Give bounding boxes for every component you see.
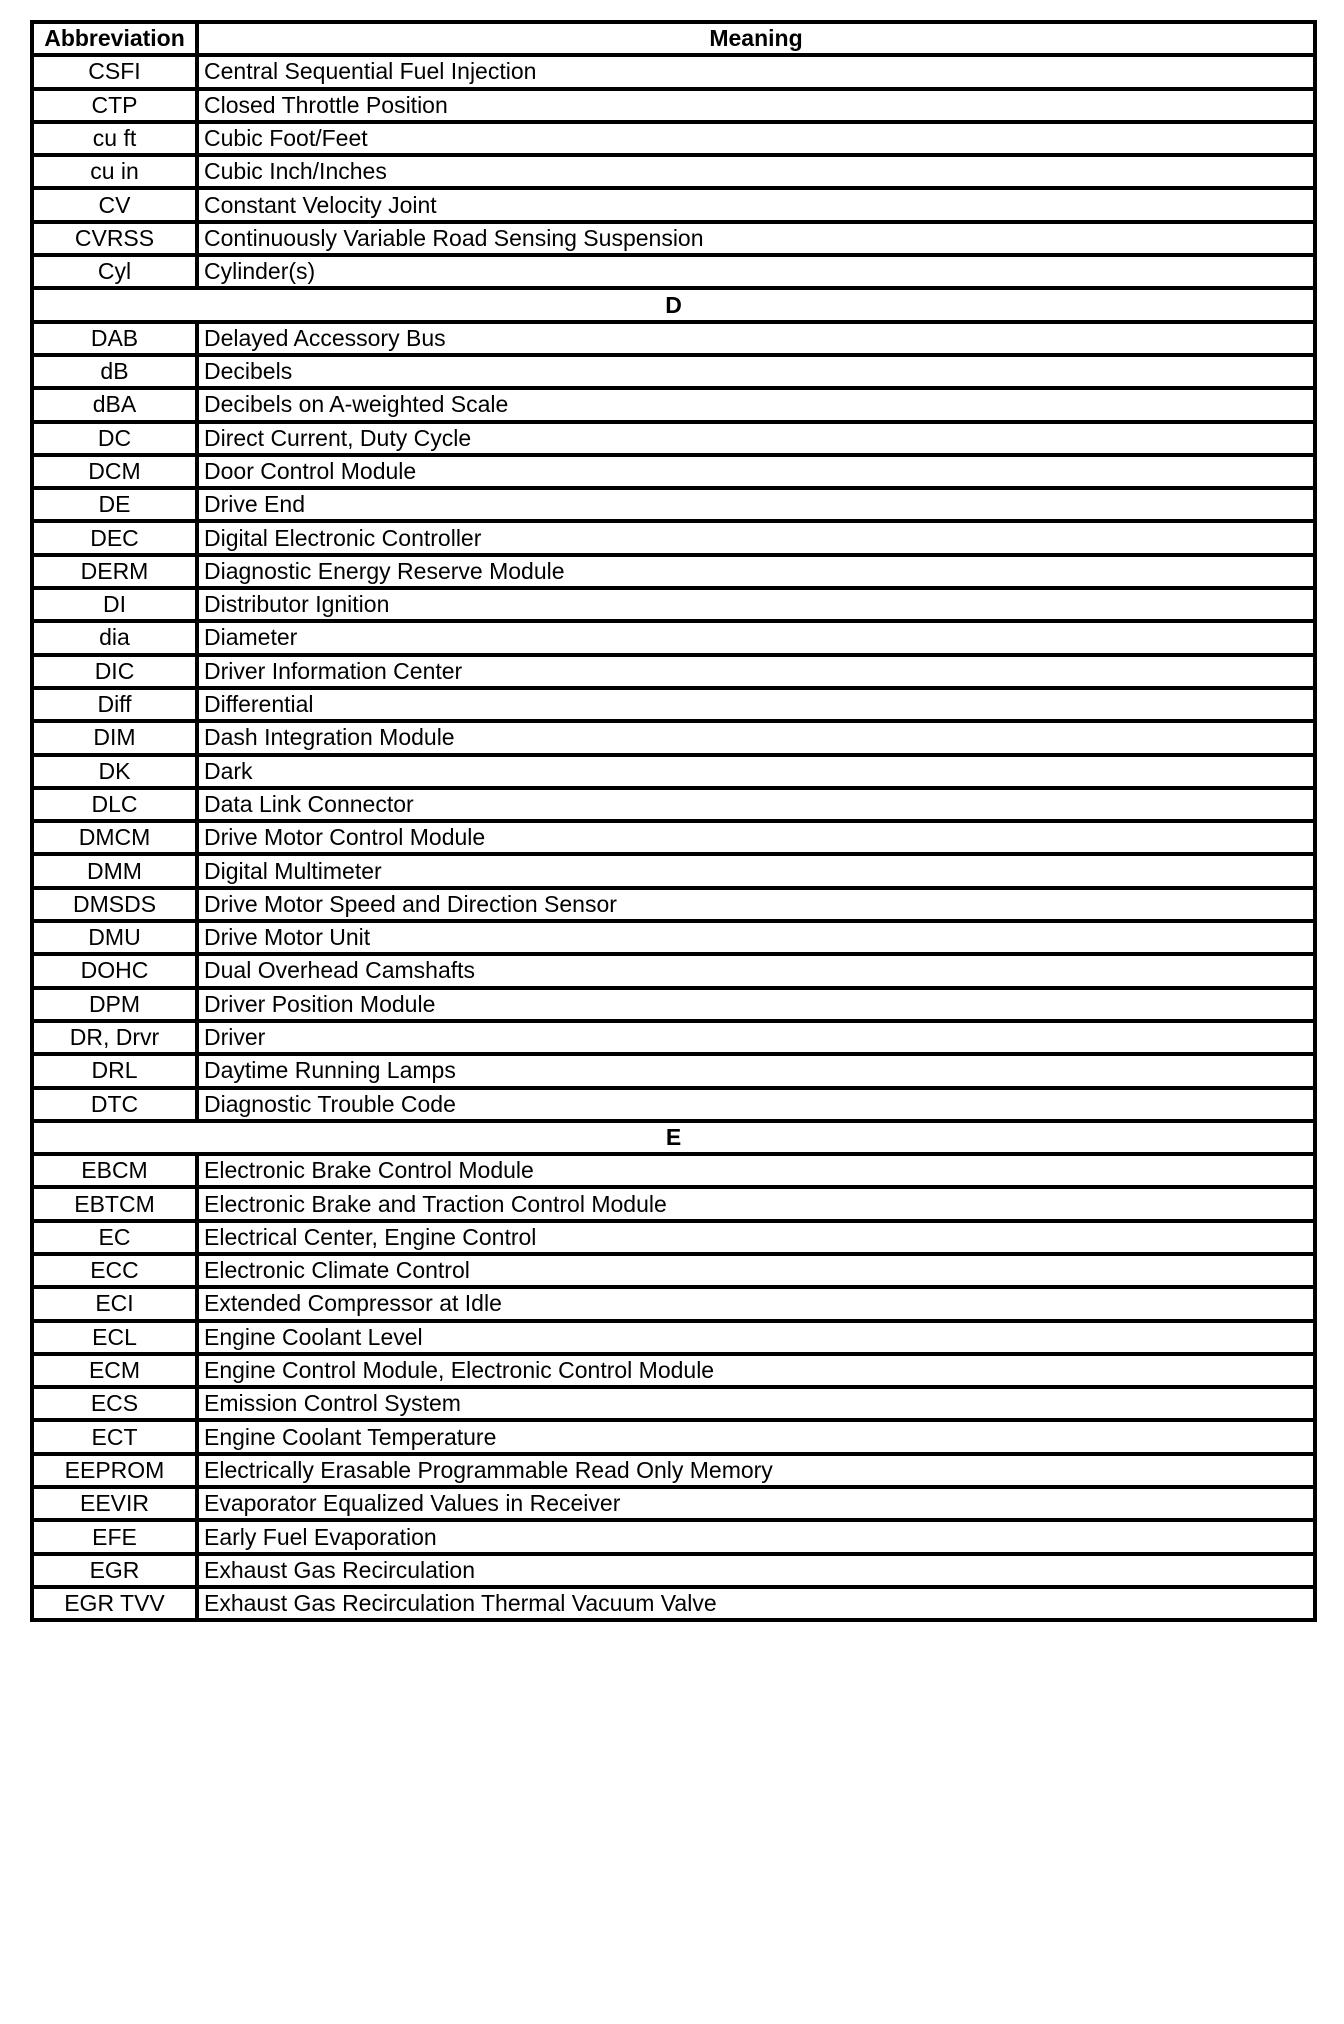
table-row (32, 1321, 1315, 1354)
abbreviation-cell: DMU (32, 921, 197, 954)
meaning-cell: Delayed Accessory Bus (197, 322, 1315, 355)
abbreviation-cell: DR, Drvr (32, 1021, 197, 1054)
abbreviation-cell: DMM (32, 854, 197, 887)
section-header-row (32, 1121, 1315, 1154)
abbreviation-cell: DTC (32, 1088, 197, 1121)
abbreviation-cell: cu in (32, 155, 197, 188)
abbreviation-cell: ECL (32, 1321, 197, 1354)
table-row (32, 222, 1315, 255)
table-row (32, 1221, 1315, 1254)
abbreviation-cell: DPM (32, 988, 197, 1021)
table-row (32, 1287, 1315, 1320)
abbreviation-cell: DE (32, 488, 197, 521)
column-header-meaning: Meaning (197, 22, 1315, 55)
abbreviation-cell: DRL (32, 1054, 197, 1087)
abbreviation-cell: cu ft (32, 122, 197, 155)
meaning-cell: Engine Coolant Level (197, 1321, 1315, 1354)
table-row (32, 1587, 1315, 1620)
meaning-cell: Data Link Connector (197, 788, 1315, 821)
abbreviation-cell: DI (32, 588, 197, 621)
meaning-cell: Evaporator Equalized Values in Receiver (197, 1487, 1315, 1520)
table-row (32, 1454, 1315, 1487)
abbreviation-cell: DC (32, 422, 197, 455)
table-row (32, 1420, 1315, 1453)
meaning-cell: Dark (197, 755, 1315, 788)
section-letter: D (32, 288, 1315, 321)
table-row (32, 322, 1315, 355)
meaning-cell: Decibels on A-weighted Scale (197, 388, 1315, 421)
column-header-abbreviation: Abbreviation (32, 22, 197, 55)
table-row (32, 1520, 1315, 1553)
meaning-cell: Cylinder(s) (197, 255, 1315, 288)
table-row (32, 621, 1315, 654)
meaning-cell: Electronic Climate Control (197, 1254, 1315, 1287)
abbreviation-cell: EBCM (32, 1154, 197, 1187)
abbreviation-cell: EFE (32, 1520, 197, 1553)
table-row (32, 655, 1315, 688)
abbreviation-cell: ECM (32, 1354, 197, 1387)
meaning-cell: Early Fuel Evaporation (197, 1520, 1315, 1553)
table-row (32, 122, 1315, 155)
abbreviation-cell: DMCM (32, 821, 197, 854)
table-row (32, 888, 1315, 921)
meaning-cell: Drive Motor Speed and Direction Sensor (197, 888, 1315, 921)
abbreviation-cell: DLC (32, 788, 197, 821)
abbreviation-table (30, 20, 1317, 1622)
table-row (32, 821, 1315, 854)
table-row (32, 755, 1315, 788)
meaning-cell: Cubic Foot/Feet (197, 122, 1315, 155)
abbreviation-cell: DIM (32, 721, 197, 754)
meaning-cell: Digital Multimeter (197, 854, 1315, 887)
table-row (32, 455, 1315, 488)
meaning-cell: Distributor Ignition (197, 588, 1315, 621)
meaning-cell: Drive Motor Control Module (197, 821, 1315, 854)
abbreviation-cell: DMSDS (32, 888, 197, 921)
table-row (32, 1354, 1315, 1387)
meaning-cell: Diagnostic Trouble Code (197, 1088, 1315, 1121)
meaning-cell: Electrically Erasable Programmable Read Only Memory (197, 1454, 1315, 1487)
abbreviation-cell: DCM (32, 455, 197, 488)
table-row (32, 1054, 1315, 1087)
meaning-cell: Driver Information Center (197, 655, 1315, 688)
abbreviation-cell: ECC (32, 1254, 197, 1287)
meaning-cell: Cubic Inch/Inches (197, 155, 1315, 188)
table-row (32, 1187, 1315, 1220)
abbreviation-cell: CVRSS (32, 222, 197, 255)
table-row (32, 588, 1315, 621)
meaning-cell: Dual Overhead Camshafts (197, 954, 1315, 987)
table-row (32, 555, 1315, 588)
abbreviation-cell: DOHC (32, 954, 197, 987)
table-row (32, 422, 1315, 455)
meaning-cell: Central Sequential Fuel Injection (197, 55, 1315, 88)
abbreviation-cell: EEVIR (32, 1487, 197, 1520)
meaning-cell: Diameter (197, 621, 1315, 654)
abbreviation-cell: Cyl (32, 255, 197, 288)
table-row (32, 854, 1315, 887)
meaning-cell: Electronic Brake Control Module (197, 1154, 1315, 1187)
meaning-cell: Extended Compressor at Idle (197, 1287, 1315, 1320)
meaning-cell: Continuously Variable Road Sensing Suspension (197, 222, 1315, 255)
table-row (32, 1487, 1315, 1520)
abbreviation-cell: DEC (32, 521, 197, 554)
table-row (32, 521, 1315, 554)
meaning-cell: Diagnostic Energy Reserve Module (197, 555, 1315, 588)
abbreviation-cell: ECT (32, 1420, 197, 1453)
table-row (32, 89, 1315, 122)
section-letter: E (32, 1121, 1315, 1154)
abbreviation-cell: DERM (32, 555, 197, 588)
table-row (32, 1554, 1315, 1587)
table-header-row (32, 22, 1315, 55)
table-row (32, 921, 1315, 954)
table-row (32, 188, 1315, 221)
abbreviation-cell: DIC (32, 655, 197, 688)
table-row (32, 55, 1315, 88)
abbreviation-cell: CV (32, 188, 197, 221)
meaning-cell: Digital Electronic Controller (197, 521, 1315, 554)
meaning-cell: Electrical Center, Engine Control (197, 1221, 1315, 1254)
table-row (32, 155, 1315, 188)
section-header-row (32, 288, 1315, 321)
meaning-cell: Closed Throttle Position (197, 89, 1315, 122)
meaning-cell: Differential (197, 688, 1315, 721)
meaning-cell: Engine Coolant Temperature (197, 1420, 1315, 1453)
abbreviation-cell: CTP (32, 89, 197, 122)
table-row (32, 1021, 1315, 1054)
meaning-cell: Electronic Brake and Traction Control Module (197, 1187, 1315, 1220)
abbreviation-cell: ECI (32, 1287, 197, 1320)
table-row (32, 721, 1315, 754)
abbreviation-cell: DK (32, 755, 197, 788)
abbreviation-cell: dBA (32, 388, 197, 421)
meaning-cell: Daytime Running Lamps (197, 1054, 1315, 1087)
abbreviation-cell: DAB (32, 322, 197, 355)
meaning-cell: Decibels (197, 355, 1315, 388)
table-row (32, 688, 1315, 721)
meaning-cell: Driver Position Module (197, 988, 1315, 1021)
abbreviation-cell: Diff (32, 688, 197, 721)
meaning-cell: Dash Integration Module (197, 721, 1315, 754)
abbreviation-cell: dB (32, 355, 197, 388)
table-row (32, 1387, 1315, 1420)
meaning-cell: Drive Motor Unit (197, 921, 1315, 954)
table-row (32, 255, 1315, 288)
table-body (32, 55, 1315, 1620)
abbreviation-cell: dia (32, 621, 197, 654)
table-row (32, 488, 1315, 521)
meaning-cell: Exhaust Gas Recirculation (197, 1554, 1315, 1587)
table-row (32, 988, 1315, 1021)
table-row (32, 1154, 1315, 1187)
meaning-cell: Emission Control System (197, 1387, 1315, 1420)
abbreviation-cell: EGR (32, 1554, 197, 1587)
table-row (32, 1254, 1315, 1287)
meaning-cell: Constant Velocity Joint (197, 188, 1315, 221)
abbreviation-cell: ECS (32, 1387, 197, 1420)
meaning-cell: Driver (197, 1021, 1315, 1054)
table-row (32, 388, 1315, 421)
table-row (32, 954, 1315, 987)
table-row (32, 788, 1315, 821)
meaning-cell: Door Control Module (197, 455, 1315, 488)
table-row (32, 355, 1315, 388)
abbreviation-cell: EEPROM (32, 1454, 197, 1487)
abbreviation-cell: CSFI (32, 55, 197, 88)
abbreviation-cell: EC (32, 1221, 197, 1254)
meaning-cell: Exhaust Gas Recirculation Thermal Vacuum Valve (197, 1587, 1315, 1620)
meaning-cell: Engine Control Module, Electronic Control Module (197, 1354, 1315, 1387)
meaning-cell: Drive End (197, 488, 1315, 521)
table-row (32, 1088, 1315, 1121)
abbreviation-cell: EBTCM (32, 1187, 197, 1220)
abbreviation-cell: EGR TVV (32, 1587, 197, 1620)
meaning-cell: Direct Current, Duty Cycle (197, 422, 1315, 455)
